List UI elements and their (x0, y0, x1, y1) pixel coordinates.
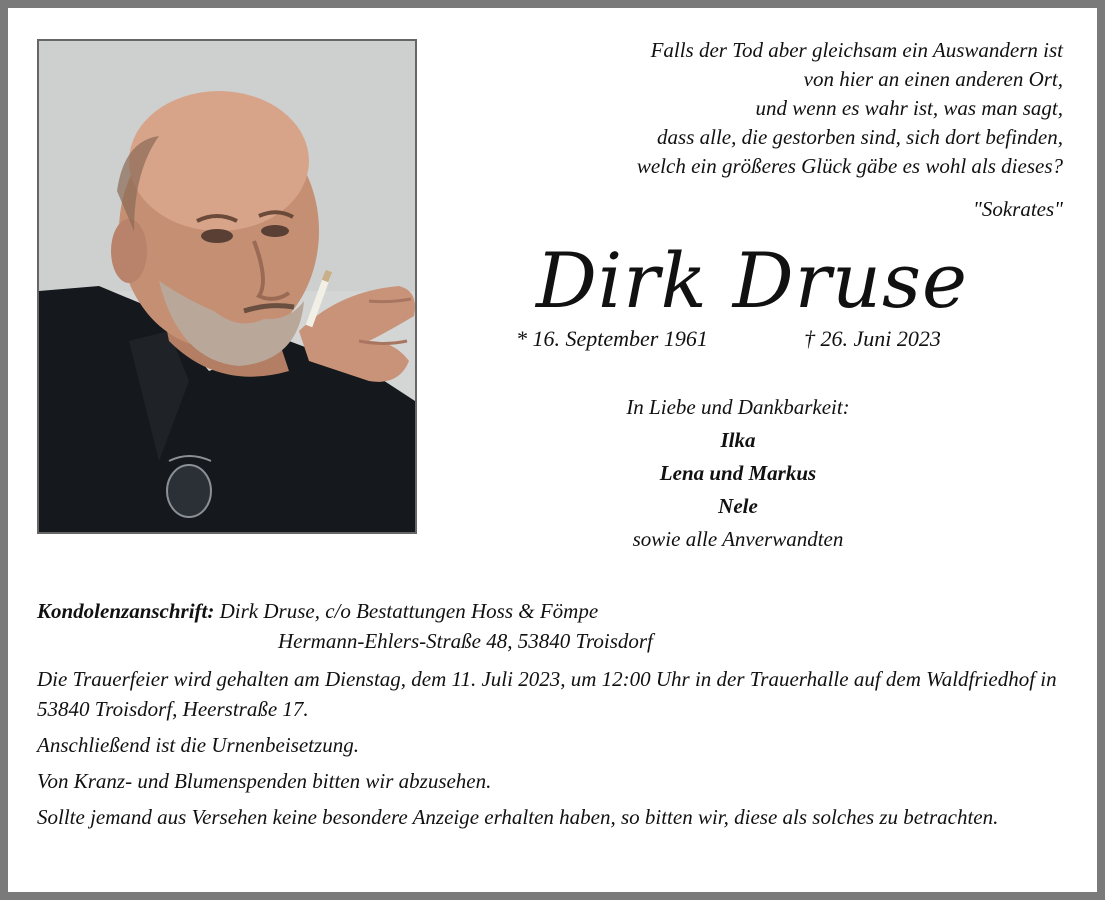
family-intro: In Liebe und Dankbarkeit: (626, 395, 850, 419)
quote-line: dass alle, die gestorben sind, sich dort befinden, (657, 125, 1063, 149)
family-member: Lena und Markus (659, 461, 817, 485)
death-date: † 26. Juni 2023 (804, 326, 941, 351)
condolence-line1: Dirk Druse, c/o Bestattungen Hoss & Fömpe (214, 599, 599, 623)
condolence-line2: Hermann-Ehlers-Straße 48, 53840 Troisdorf (278, 629, 653, 653)
funeral-notice: Die Trauerfeier wird gehalten am Dienstag, dem 11. Juli 2023, um 12:00 Uhr in der Trauerhalle auf dem Waldfriedhof in 53840 Troisdorf, Heerstraße 17. (37, 667, 1057, 721)
quote-author: "Sokrates" (973, 197, 1063, 221)
portrait-illustration (39, 41, 415, 532)
flowers-notice: Von Kranz- und Blumenspenden bitten wir abzusehen. (37, 769, 492, 793)
notice-text (37, 596, 1063, 838)
family-member: Ilka (720, 428, 756, 452)
family-block (518, 391, 958, 556)
quote-block (463, 36, 1063, 181)
quote-line: und wenn es wahr ist, was man sagt, (755, 96, 1063, 120)
announcement-notice: Sollte jemand aus Versehen keine besondere Anzeige erhalten haben, so bitten wir, diese als solches zu betrachten. (37, 805, 999, 829)
birth-date: * 16. September 1961 (516, 326, 708, 351)
family-member: Nele (718, 494, 758, 518)
deceased-name: Dirk Druse (536, 236, 968, 325)
condolence-label: Kondolenzanschrift: (37, 599, 215, 623)
quote-line: Falls der Tod aber gleichsam ein Auswandern ist (650, 38, 1063, 62)
obituary-card (8, 8, 1097, 892)
family-outro: sowie alle Anverwandten (632, 527, 844, 551)
condolence-address (37, 596, 1063, 658)
quote-line: von hier an einen anderen Ort, (803, 67, 1063, 91)
burial-notice: Anschließend ist die Urnenbeisetzung. (37, 733, 359, 757)
portrait-photo (37, 39, 417, 534)
quote-line: welch ein größeres Glück gäbe es wohl als dieses? (636, 154, 1063, 178)
